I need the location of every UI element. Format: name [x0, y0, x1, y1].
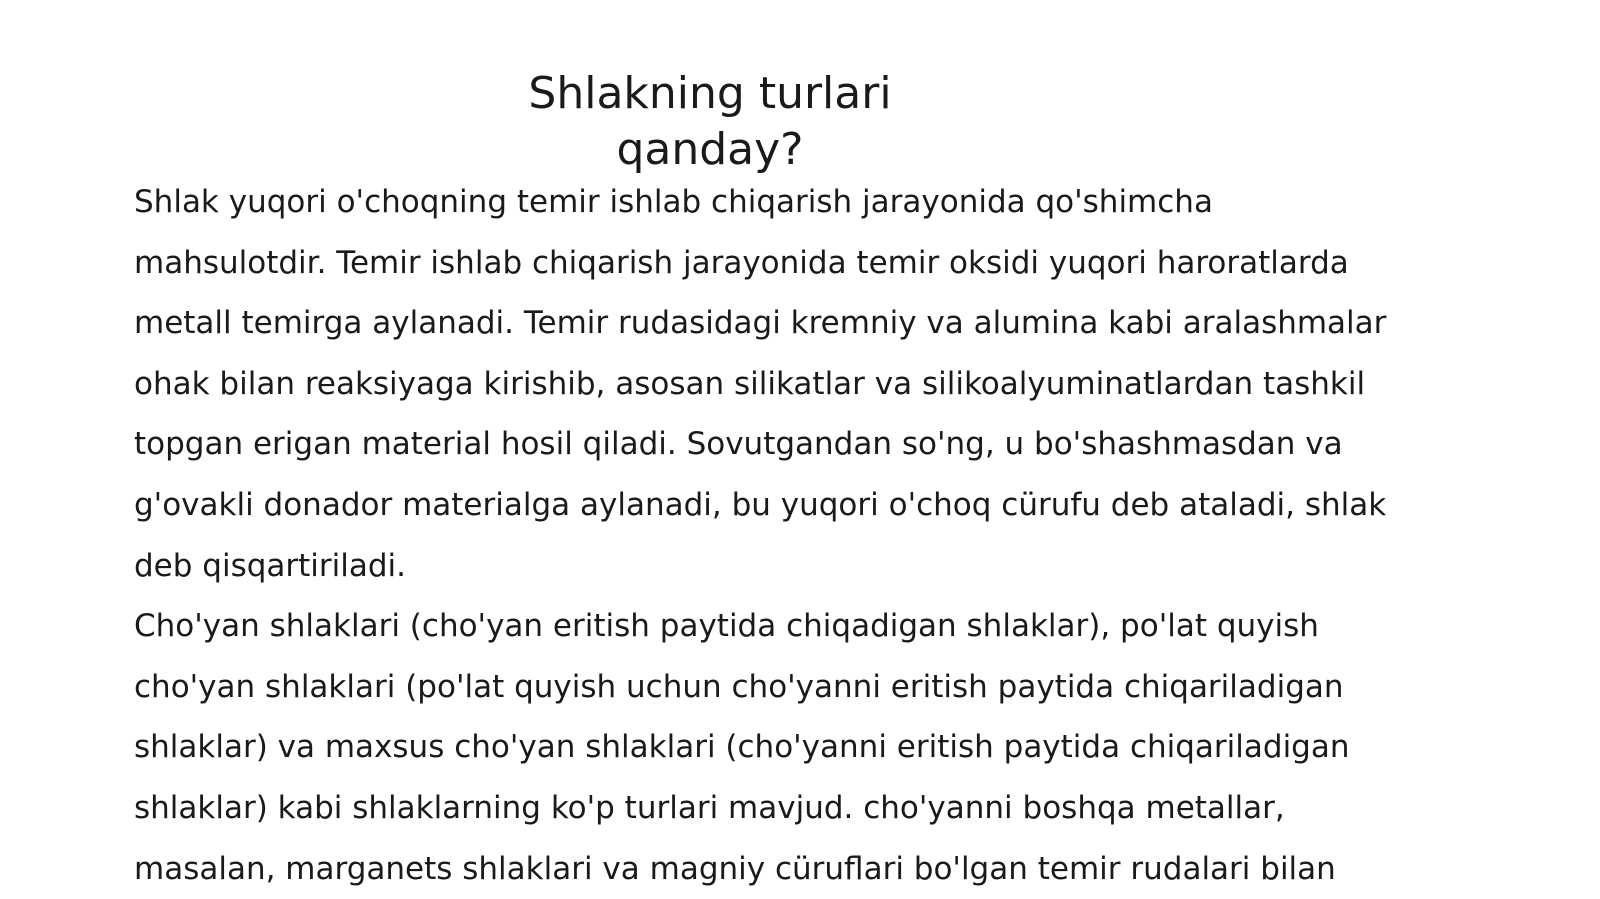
slide-title-line-1: Shlakning turlari: [528, 68, 892, 119]
text-line: g'ovakli donador materialga aylanadi, bu yuqori o'choq cürufu deb ataladi, shlak: [134, 486, 1387, 523]
paragraph-slag-definition: [134, 172, 1434, 596]
text-line: ohak bilan reaksiyaga kirishib, asosan silikatlar va silikoalyuminatlardan tashkil: [134, 365, 1366, 402]
text-line: deb qisqartiriladi.: [134, 547, 407, 584]
slide-title-line-2: qanday?: [616, 124, 804, 175]
text-line: Cho'yan shlaklari (cho'yan eritish paytida chiqadigan shlaklar), po'lat quyish: [134, 608, 1319, 645]
text-line: mahsulotdir. Temir ishlab chiqarish jarayonida temir oksidi yuqori haroratlarda: [134, 244, 1349, 281]
text-line: shlaklar) kabi shlaklarning ko'p turlari mavjud. cho'yanni boshqa metallar,: [134, 789, 1285, 826]
slide-title: [470, 66, 950, 178]
text-line: metall temirga aylanadi. Temir rudasidagi kremniy va alumina kabi aralashmalar: [134, 305, 1387, 342]
slide-body: [134, 172, 1434, 899]
text-line: cho'yan shlaklari (po'lat quyish uchun cho'yanni eritish paytida chiqariladigan: [134, 668, 1344, 705]
text-line: shlaklar) va maxsus cho'yan shlaklari (cho'yanni eritish paytida chiqariladigan: [134, 729, 1350, 766]
text-line: topgan erigan material hosil qiladi. Sovutgandan so'ng, u bo'shashmasdan va: [134, 426, 1343, 463]
paragraph-slag-types: [134, 596, 1434, 899]
text-line: masalan, marganets shlaklari va magniy cüruflari bo'lgan temir rudalari bilan: [134, 850, 1336, 887]
text-line: Shlak yuqori o'choqning temir ishlab chiqarish jarayonida qo'shimcha: [134, 184, 1213, 220]
